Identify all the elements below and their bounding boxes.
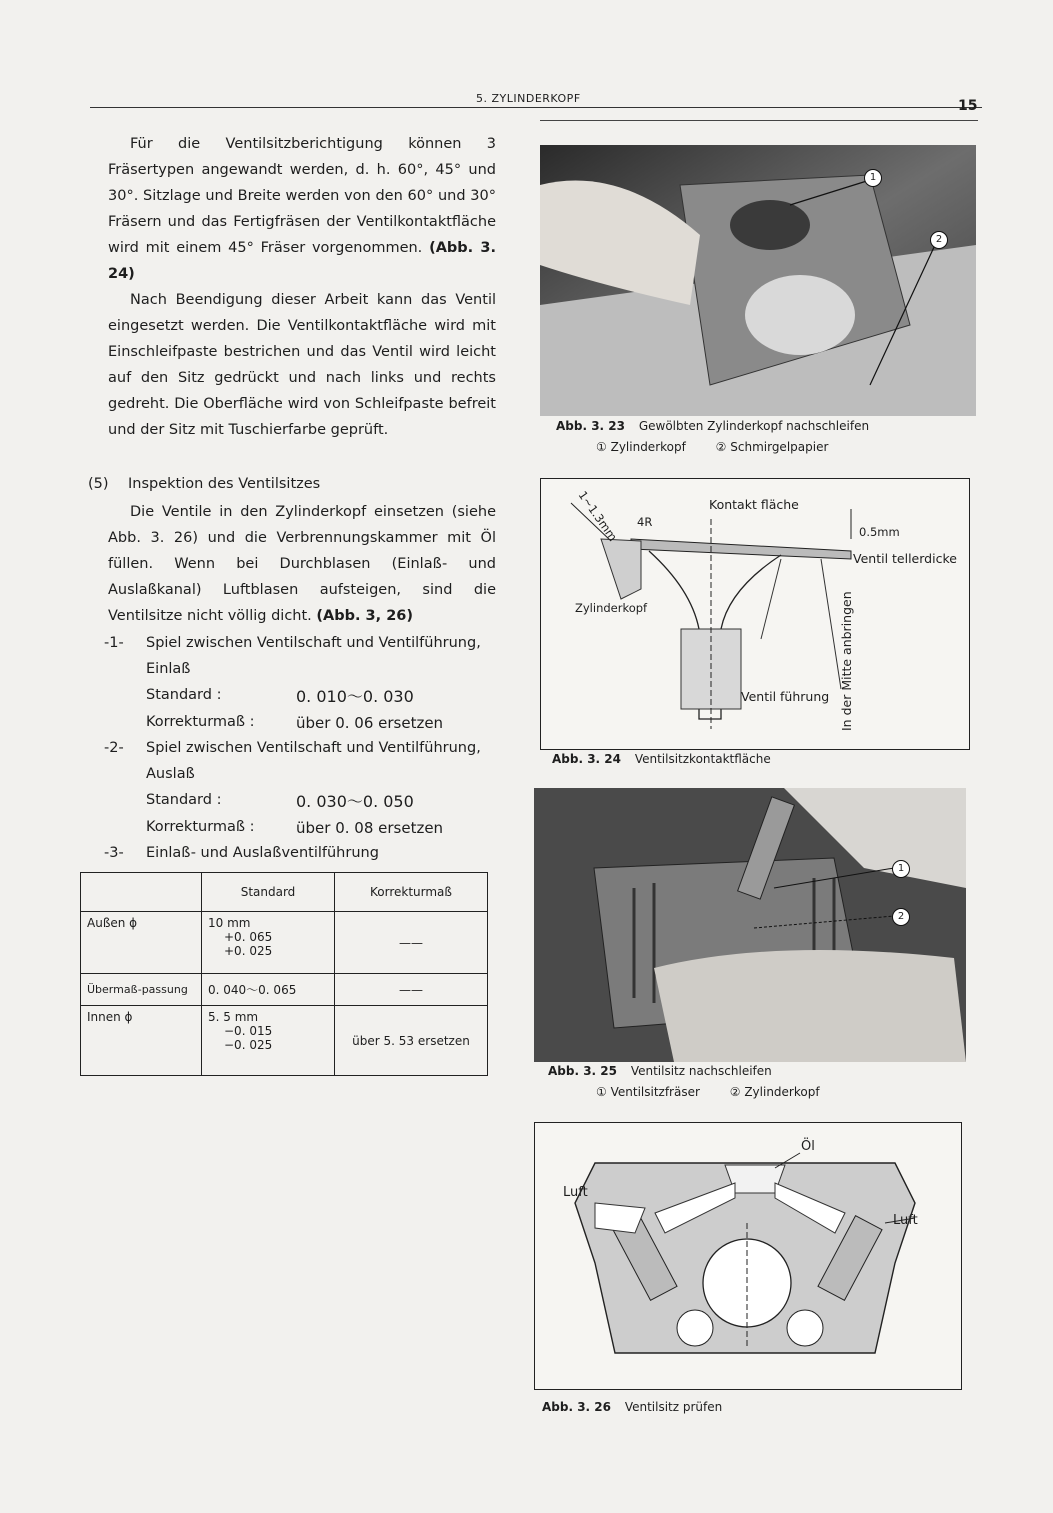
item-1-korrektur-label: Korrekturmaß :: [146, 714, 255, 730]
table-cell-korrektur: ——: [335, 912, 488, 974]
table-value: −0. 015: [224, 1024, 273, 1038]
table-row: [81, 1006, 488, 1076]
label-air-left: Luft: [563, 1185, 588, 1200]
table-value: −0. 025: [224, 1038, 273, 1052]
figure-3-25-callout-2: 2: [892, 908, 910, 926]
label-air-right: Luft: [893, 1213, 918, 1228]
table-cell-korrektur: über 5. 53 ersetzen: [335, 1006, 488, 1076]
chapter-title: 5. ZYLINDERKOPF: [476, 92, 581, 105]
legend-2-text: Zylinderkopf: [744, 1085, 820, 1099]
label-center-note: In der Mitte anbringen: [839, 591, 854, 731]
table-cell-standard: 0. 040～0. 065: [202, 974, 335, 1006]
legend-1-marker: ①: [596, 1085, 607, 1099]
figure-3-23-photo: [540, 145, 976, 416]
item-2-standard-label: Standard :: [146, 792, 222, 808]
figure-3-26-title: Ventilsitz prüfen: [624, 1400, 723, 1414]
item-1-standard-value: 0. 010～0. 030: [296, 687, 414, 706]
label-4r: 4R: [637, 515, 653, 529]
table-cell-standard: [202, 1006, 335, 1076]
figure-3-25-number: Abb. 3. 25: [548, 1064, 617, 1078]
label-seat-width: 1~1.3mm: [575, 488, 621, 544]
legend-2-text: Schmirgelpapier: [730, 440, 829, 454]
label-cylinder-head: Zylinderkopf: [575, 601, 648, 615]
legend-1-text: Zylinderkopf: [610, 440, 686, 454]
figure-3-23-legend: [596, 440, 828, 454]
table-value: 10 mm: [208, 916, 251, 930]
table-corner-cell: [81, 873, 202, 912]
cylinder-head-sanding-illustration: [540, 145, 976, 416]
item-1-number: -1-: [104, 635, 124, 651]
figure-3-24-title: Ventilsitzkontaktfläche: [634, 752, 771, 766]
table-row: [81, 912, 488, 974]
item-1-korrektur-value: über 0. 06 ersetzen: [296, 714, 444, 732]
table-value: +0. 025: [224, 944, 273, 958]
guide-spec-table: [80, 872, 488, 1076]
label-contact-surface: Kontakt fläche: [709, 497, 799, 512]
section-paragraph-text: Die Ventile in den Zylinderkopf einsetzen (siehe Abb. 3. 26) und die Verbrennungskammer mit Öl füllen. Wenn bei Durchblasen (Einlaß- und Auslaßkanal) Luftblasen aufsteigen, sind die Ventilsitze nicht völlig dicht.: [108, 504, 496, 624]
table-row-label: Innen ϕ: [81, 1006, 202, 1076]
table-cell-standard: [202, 912, 335, 974]
item-2-text: Spiel zwischen Ventilschaft und Ventilführung,: [146, 740, 481, 756]
label-05mm: 0.5mm: [859, 525, 900, 539]
legend-2-marker: ②: [729, 1085, 741, 1099]
figure-3-26-number: Abb. 3. 26: [542, 1400, 611, 1414]
figure-3-25-title: Ventilsitz nachschleifen: [630, 1064, 772, 1078]
legend-1-text: Ventilsitzfräser: [610, 1085, 700, 1099]
table-header-standard: Standard: [202, 873, 335, 912]
table-cell-korrektur: ——: [335, 974, 488, 1006]
figure-3-23-title: Gewölbten Zylinderkopf nachschleifen: [638, 419, 870, 433]
figure-3-25-photo: [534, 788, 966, 1062]
figure-3-23-caption: [556, 419, 869, 433]
valve-seat-leak-test-drawing: [535, 1123, 961, 1389]
page-number: 15: [958, 98, 978, 114]
table-row: [81, 974, 488, 1006]
label-valve-disc-thickness: Ventil tellerdicke: [853, 551, 957, 566]
figure-3-24-diagram: [540, 478, 970, 750]
table-value: +0. 065: [224, 930, 273, 944]
section-number: (5): [88, 476, 109, 492]
item-2-number: -2-: [104, 740, 124, 756]
intro-paragraph-2: Nach Beendigung dieser Arbeit kann das Ventil eingesetzt werden. Die Ventilkontaktfläche wird mit Einschleifpaste bestrichen und das Ventil wird leicht auf den Sitz gedrückt und nach links und rechts gedreht. Die Oberfläche wird von Schleifpaste befreit und der Sitz mit Tuschierfarbe geprüft.: [108, 292, 496, 438]
figure-3-23-callout-2: 2: [930, 231, 948, 249]
figure-3-23-number: Abb. 3. 23: [556, 419, 625, 433]
item-2-sub: Auslaß: [146, 766, 195, 782]
intro-paragraph-1: [108, 131, 496, 287]
figure-3-26-caption: [542, 1400, 722, 1414]
figure-3-23-callout-1: 1: [864, 169, 882, 187]
table-row-label: Übermaß-passung: [81, 974, 202, 1006]
table-header-korrektur: Korrekturmaß: [335, 873, 488, 912]
item-2-korrektur-value: über 0. 08 ersetzen: [296, 819, 444, 837]
section-heading: Inspektion des Ventilsitzes: [128, 476, 321, 492]
header-rule: [90, 107, 982, 108]
figure-3-25-legend: [596, 1085, 820, 1099]
item-3-number: -3-: [104, 845, 124, 861]
intro-paragraph-1-text: Für die Ventilsitzberichtigung können 3 Fräsertypen angewandt werden, d. h. 60°, 45° und 30°. Sitzlage und Breite werden von den 60° und 30° Fräsern und das Fertigfräsen der Ventilkontaktfläche wird mit einem 45° Fräser vorgenommen.: [108, 136, 496, 256]
figure-3-24-number: Abb. 3. 24: [552, 752, 621, 766]
item-3-text: Einlaß- und Auslaßventilführung: [146, 845, 379, 861]
item-1-sub: Einlaß: [146, 661, 191, 677]
label-valve-guide: Ventil führung: [741, 689, 830, 704]
header-rule-right: [540, 120, 978, 121]
table-value: 5. 5 mm: [208, 1010, 259, 1024]
table-header-row: [81, 873, 488, 912]
legend-1-marker: ①: [596, 440, 607, 454]
table-row-label: Außen ϕ: [81, 912, 202, 974]
item-2-korrektur-label: Korrekturmaß :: [146, 819, 255, 835]
figure-3-26-diagram: [534, 1122, 962, 1390]
item-2-standard-value: 0. 030～0. 050: [296, 792, 414, 811]
figure-3-24-caption: [552, 752, 771, 766]
figure-3-25-caption: [548, 1064, 772, 1078]
label-oil: Öl: [801, 1139, 815, 1154]
intro-figure-ref: (Abb. 3. 24): [108, 240, 497, 282]
legend-2-marker: ②: [715, 440, 727, 454]
figure-3-25-callout-1: 1: [892, 860, 910, 878]
section-paragraph: [108, 499, 496, 629]
item-1-standard-label: Standard :: [146, 687, 222, 703]
section-figure-ref: (Abb. 3, 26): [316, 608, 414, 624]
item-1-text: Spiel zwischen Ventilschaft und Ventilführung,: [146, 635, 481, 651]
